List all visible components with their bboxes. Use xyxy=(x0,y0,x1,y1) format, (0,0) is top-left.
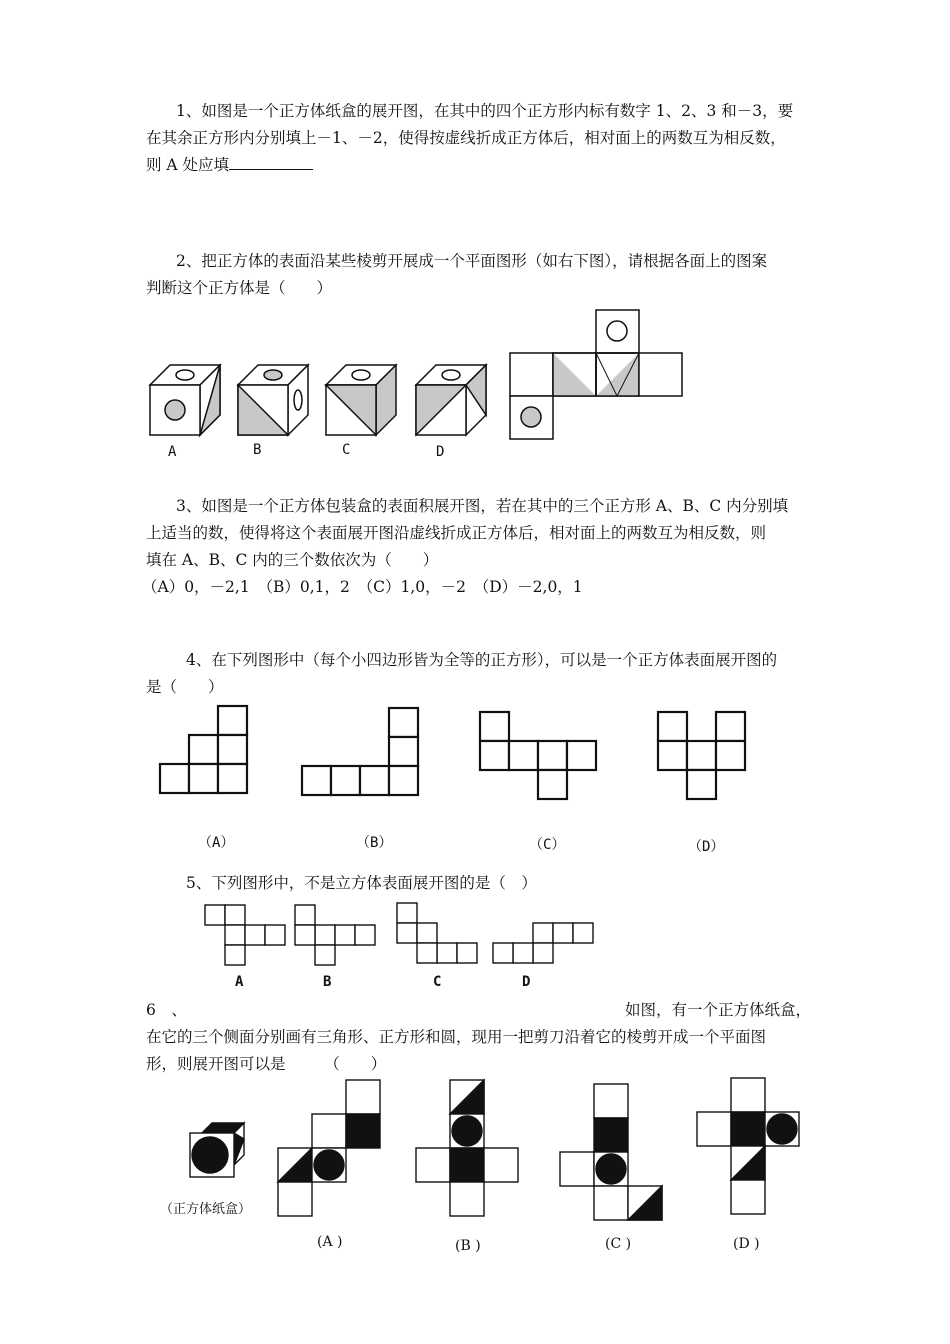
q1-line-3-text: 则 A 处应填 xyxy=(146,156,230,174)
q5-line-1: 5、下列图形中，不是立方体表面展开图的是（ ） xyxy=(186,874,537,892)
q2-cube-a xyxy=(150,365,220,435)
q2-net xyxy=(510,310,682,439)
q2-cube-b xyxy=(238,365,308,435)
q6-paper-box xyxy=(190,1123,244,1177)
q4-line-2: 是（ ） xyxy=(146,678,224,696)
q5-label-a: A xyxy=(235,974,244,990)
q6-line-1-text: 如图，有一个正方体纸盒， xyxy=(624,1001,811,1019)
q5-net-c xyxy=(397,903,477,963)
q1-line-1: 1、如图是一个正方体纸盒的展开图，在其中的四个正方形内标有数字 1、2、3 和－3，要 xyxy=(176,102,794,120)
q5-net-b xyxy=(295,905,375,965)
q3-line-3: 填在 A、B、C 内的三个数依次为（ ） xyxy=(146,551,439,569)
q6-line-3: 形，则展开图可以是 （ ） xyxy=(146,1055,387,1073)
q5-label-b: B xyxy=(323,974,332,990)
q2-cube-d xyxy=(416,365,486,435)
question-3 xyxy=(142,493,811,601)
q6-label-a: (A ) xyxy=(317,1234,343,1250)
q2-line-2: 判断这个正方体是（ ） xyxy=(146,279,333,297)
q2-figure xyxy=(140,300,700,470)
q2-label-b: B xyxy=(253,442,262,458)
question-6 xyxy=(146,997,811,1078)
q5-label-c: C xyxy=(433,974,442,990)
q5-net-d xyxy=(493,923,593,963)
q6-line-2: 在它的三个侧面分别画有三角形、正方形和圆，现用一把剪刀沿着它的棱剪开成一个平面图 xyxy=(146,1028,767,1046)
q6-number: 6 、 xyxy=(146,1001,187,1019)
q2-label-a: A xyxy=(168,444,177,460)
q6-label-c: (C ) xyxy=(605,1236,632,1252)
q4-label-a: （A） xyxy=(198,835,235,851)
answer-blank xyxy=(229,155,313,170)
q6-label-d: (D ) xyxy=(733,1236,760,1252)
question-2 xyxy=(146,248,811,302)
question-5 xyxy=(146,870,811,897)
q2-line-1: 2、把正方体的表面沿某些棱剪开展成一个平面图形（如右下图），请根据各面上的图案 xyxy=(176,252,768,270)
q6-net-c xyxy=(560,1084,662,1220)
question-1 xyxy=(146,98,811,179)
question-4 xyxy=(146,647,811,701)
q4-net-b xyxy=(302,708,418,795)
q4-label-d: （D） xyxy=(688,839,725,855)
q3-line-1: 3、如图是一个正方体包装盒的表面积展开图，若在其中的三个正方形 A、B、C 内分别填 xyxy=(176,497,789,515)
q5-label-d: D xyxy=(522,974,531,990)
q4-net-c xyxy=(480,712,596,799)
q1-line-3 xyxy=(146,152,811,179)
q6-net-d xyxy=(697,1078,799,1214)
q2-cube-c xyxy=(326,365,396,435)
q5-net-a xyxy=(205,905,285,965)
q5-figure xyxy=(200,900,600,970)
q3-line-2: 上适当的数，使得将这个表面展开图沿虚线折成正方体后，相对面上的两数互为相反数，则 xyxy=(146,524,767,542)
q2-label-d: D xyxy=(436,444,445,460)
q2-label-c: C xyxy=(342,442,351,458)
q4-net-d xyxy=(658,712,745,799)
q6-box-label: （正方体纸盒） xyxy=(160,1202,252,1217)
q4-label-c: （C） xyxy=(529,837,566,853)
q1-line-2: 在其余正方形内分别填上－1、－2，使得按虚线折成正方体后，相对面上的两数互为相反数， xyxy=(146,129,786,147)
q4-line-1: 4、在下列图形中（每个小四边形皆为全等的正方形），可以是一个正方体表面展开图的 xyxy=(186,651,778,669)
q6-line-1 xyxy=(146,997,811,1024)
q6-figure xyxy=(180,1075,820,1225)
q4-label-b: （B） xyxy=(356,835,393,851)
q6-net-a xyxy=(278,1080,380,1216)
q6-label-b: (B ) xyxy=(455,1238,481,1254)
q3-choices: （A）0，－2,1 （B）0,1，2 （C）1,0，－2 （D）－2,0，1 xyxy=(142,578,583,596)
q4-figure xyxy=(155,700,755,810)
q6-net-b xyxy=(416,1080,518,1216)
q4-net-a xyxy=(160,706,247,793)
